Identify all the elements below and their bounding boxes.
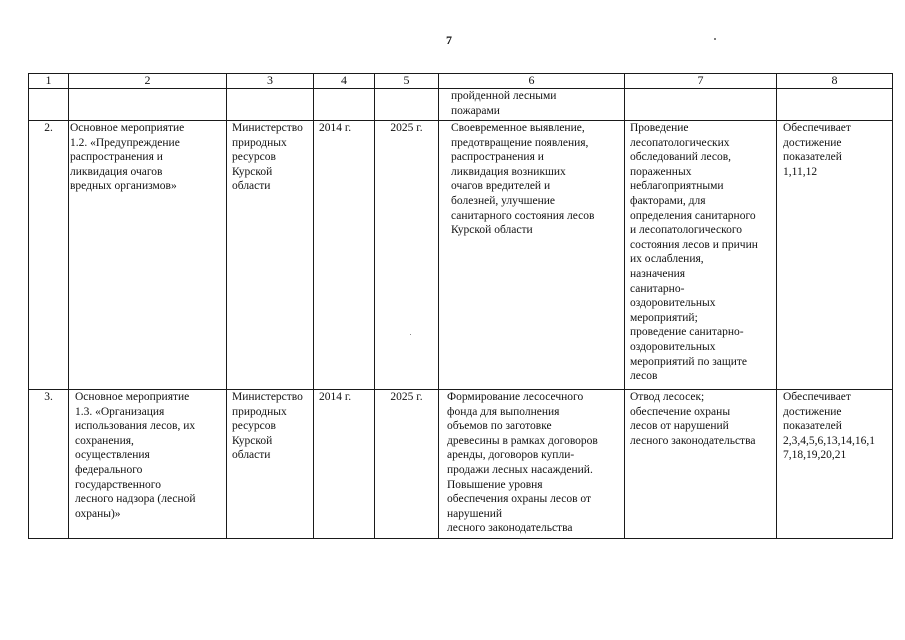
text-line: нарушений	[447, 507, 503, 520]
text-line: Министерство	[232, 122, 303, 134]
text-line: достижение	[783, 405, 842, 418]
text-line: Основное мероприятие	[70, 122, 185, 134]
start-date: 2014 г.	[314, 390, 375, 539]
column-header: 3	[227, 74, 314, 89]
measure-name	[69, 390, 227, 539]
text-line: очагов вредителей и	[451, 180, 551, 193]
text-line: оздоровительных	[630, 297, 716, 310]
end-date: 2025 г.	[375, 390, 439, 539]
start-date: 2014 г.	[314, 121, 375, 390]
text-line: Курской	[232, 434, 273, 447]
text-line: Обеспечивает	[783, 122, 851, 134]
continuation-row	[29, 89, 893, 121]
text-line: неблагоприятными	[630, 180, 724, 193]
text-line: использования лесов, их	[75, 420, 196, 433]
text-line: пожарами	[451, 104, 500, 117]
text-line: предотвращение появления,	[451, 136, 589, 149]
text-line: Курской области	[451, 224, 533, 237]
text-line: 7,18,19,20,21	[783, 449, 847, 462]
column-header: 4	[314, 74, 375, 89]
column-header: 8	[777, 74, 893, 89]
text-line: ресурсов	[232, 151, 276, 164]
end-date: 2025 г.	[375, 121, 439, 390]
text-line: мероприятий;	[630, 311, 698, 324]
text-line: их ослабления,	[630, 253, 704, 266]
column-header: 5	[375, 74, 439, 89]
text-line: санитарно-	[630, 282, 685, 295]
text-line: обеспечение охраны	[630, 405, 731, 418]
table-cell	[625, 89, 777, 121]
text-line: 1.3. «Организация	[75, 405, 165, 418]
column-header: 6	[439, 74, 625, 89]
text-line: области	[232, 449, 271, 462]
text-line: охраны)»	[75, 507, 121, 520]
text-line: фонда для выполнения	[447, 405, 560, 418]
measure-name	[69, 121, 227, 390]
text-line: лесов	[630, 370, 658, 383]
table-cell	[314, 89, 375, 121]
text-line: показателей	[783, 420, 842, 433]
table-cell	[69, 89, 227, 121]
text-line: лесопатологических	[630, 136, 730, 149]
result-cell	[439, 89, 625, 121]
text-line: проведение санитарно-	[630, 326, 744, 339]
text-line: ликвидация возникших	[451, 165, 566, 178]
text-line: лесного законодательства	[630, 434, 756, 447]
table-cell	[777, 89, 893, 121]
executor	[227, 390, 314, 539]
text-line: лесного надзора (лесной	[75, 493, 196, 506]
expected-result	[439, 121, 625, 390]
text-line: обеспечения охраны лесов от	[447, 493, 592, 506]
text-line: оздоровительных	[630, 340, 716, 353]
text-line: болезней, улучшение	[451, 194, 556, 207]
text-line: санитарного состояния лесов	[451, 209, 595, 222]
measures-table	[28, 73, 893, 539]
text-line: природных	[232, 136, 287, 149]
column-header: 7	[625, 74, 777, 89]
text-line: достижение	[783, 136, 842, 149]
text-line: пораженных	[630, 165, 692, 178]
table-cell	[375, 89, 439, 121]
text-line: и лесопатологического	[630, 224, 743, 237]
text-line: продажи лесных насаждений.	[447, 463, 593, 476]
indicator-link	[777, 390, 893, 539]
text-line: лесного законодательства	[447, 522, 573, 535]
text-line: федерального	[75, 463, 143, 476]
text-line: природных	[232, 405, 287, 418]
scan-speck	[714, 38, 716, 40]
table-header-row	[29, 74, 893, 89]
text-line: государственного	[75, 478, 161, 491]
column-header: 2	[69, 74, 227, 89]
expected-result	[439, 390, 625, 539]
table-cell	[227, 89, 314, 121]
text-line: вредных организмов»	[70, 180, 177, 193]
text-line: 1,11,12	[783, 165, 818, 178]
text-line: Отвод лесосек;	[630, 391, 705, 403]
text-line: показателей	[783, 151, 842, 164]
text-line: распространения и	[70, 151, 163, 164]
table-cell	[29, 89, 69, 121]
measure-content	[625, 121, 777, 390]
row-number: 2.	[29, 121, 69, 390]
text-line: аренды, договоров купли-	[447, 449, 575, 462]
text-line: назначения	[630, 267, 686, 280]
text-line: Обеспечивает	[783, 391, 851, 403]
text-line: Курской	[232, 165, 273, 178]
text-line: распространения и	[451, 151, 544, 164]
text-line: определения санитарного	[630, 209, 756, 222]
text-line: ресурсов	[232, 420, 276, 433]
text-line: мероприятий по защите	[630, 355, 748, 368]
text-line: 2,3,4,5,6,13,14,16,1	[783, 434, 875, 447]
text-line: сохранения,	[75, 434, 134, 447]
measure-content	[625, 390, 777, 539]
text-line: Основное мероприятие	[75, 391, 190, 403]
text-line: древесины в рамках договоров	[447, 434, 598, 447]
text-line: Министерство	[232, 391, 303, 403]
text-line: объемов по заготовке	[447, 420, 552, 433]
executor	[227, 121, 314, 390]
page-number: 7	[446, 33, 452, 47]
text-line: Повышение уровня	[447, 478, 543, 491]
column-header: 1	[29, 74, 69, 89]
text-line: обследований лесов,	[630, 151, 732, 164]
text-line: состояния лесов и причин	[630, 238, 758, 251]
text-line: пройденной лесными	[451, 90, 557, 102]
text-line: области	[232, 180, 271, 193]
text-line: 1.2. «Предупреждение	[70, 136, 180, 149]
indicator-link	[777, 121, 893, 390]
text-line: Формирование лесосечного	[447, 391, 584, 403]
text-line: ликвидация очагов	[70, 165, 163, 178]
table-row	[29, 121, 893, 390]
text-line: факторами, для	[630, 194, 706, 207]
text-line: лесов от нарушений	[630, 420, 729, 433]
text-line: Проведение	[630, 122, 689, 134]
row-number: 3.	[29, 390, 69, 539]
text-line: осуществления	[75, 449, 150, 462]
table-row	[29, 390, 893, 539]
text-line: Своевременное выявление,	[451, 122, 585, 134]
